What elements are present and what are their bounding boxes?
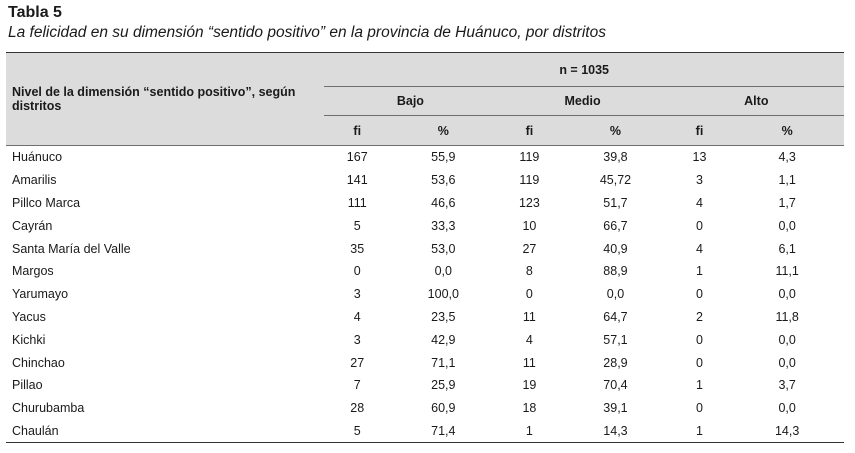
cell-alto-pct: 11,8 bbox=[775, 309, 799, 324]
cell-alto-pct: 1,7 bbox=[778, 195, 796, 210]
cell-bajo-pct: 100,0 bbox=[427, 287, 459, 302]
sample-size-label: n = 1035 bbox=[324, 53, 844, 87]
table-row bbox=[6, 374, 844, 397]
district-name: Pillao bbox=[12, 378, 43, 393]
cell-medio-pct: 57,1 bbox=[603, 332, 628, 347]
cell-medio-fi: 1 bbox=[496, 420, 562, 443]
cell-alto-fi: 0 bbox=[696, 355, 703, 370]
cell-alto-fi: 1 bbox=[696, 264, 703, 279]
cell-medio-fi: 19 bbox=[522, 378, 537, 393]
cell-bajo-fi: 141 bbox=[346, 173, 368, 188]
sub-pct-bajo: % bbox=[390, 116, 496, 146]
cell-alto-pct: 0,0 bbox=[778, 332, 796, 347]
table-row bbox=[6, 192, 844, 215]
cell-bajo-fi: 35 bbox=[350, 241, 365, 256]
table-row bbox=[6, 420, 844, 443]
district-name: Santa María del Valle bbox=[12, 241, 131, 256]
table-row bbox=[6, 306, 844, 329]
cell-bajo-pct: 53,6 bbox=[431, 173, 456, 188]
group-medio: Medio bbox=[496, 87, 668, 116]
cell-medio-fi: 11 bbox=[522, 309, 536, 324]
cell-alto-pct: 1,1 bbox=[778, 173, 796, 188]
cell-bajo-fi: 28 bbox=[350, 401, 365, 416]
cell-alto-pct: 0,0 bbox=[778, 287, 796, 302]
cell-alto-pct: 4,3 bbox=[778, 150, 796, 165]
cell-medio-fi: 119 bbox=[519, 173, 540, 188]
cell-alto-pct: 0,0 bbox=[778, 355, 796, 370]
table-row bbox=[6, 214, 844, 237]
cell-alto-fi: 4 bbox=[696, 195, 703, 210]
cell-alto-fi: 0 bbox=[696, 287, 703, 302]
cell-medio-fi: 119 bbox=[519, 150, 540, 165]
cell-medio-pct: 28,9 bbox=[603, 355, 628, 370]
cell-medio-pct: 40,9 bbox=[603, 241, 628, 256]
cell-alto-pct: 11,1 bbox=[775, 264, 799, 279]
group-bajo: Bajo bbox=[324, 87, 496, 116]
cell-bajo-pct: 33,3 bbox=[431, 218, 456, 233]
cell-bajo-fi: 7 bbox=[353, 378, 361, 393]
district-name: Kichki bbox=[12, 332, 46, 347]
cell-bajo-pct: 42,9 bbox=[431, 332, 456, 347]
district-name: Huánuco bbox=[12, 150, 63, 165]
district-name: Margos bbox=[12, 264, 54, 279]
cell-bajo-pct: 0,0 bbox=[434, 264, 452, 279]
cell-bajo-fi: 5 bbox=[324, 420, 390, 443]
cell-bajo-fi: 27 bbox=[350, 355, 365, 370]
cell-alto-pct: 0,0 bbox=[778, 401, 796, 416]
table-body bbox=[6, 146, 844, 443]
cell-bajo-fi: 167 bbox=[346, 150, 368, 165]
cell-alto-fi: 3 bbox=[696, 173, 703, 188]
cell-bajo-pct: 53,0 bbox=[431, 241, 456, 256]
cell-medio-pct: 88,9 bbox=[603, 264, 628, 279]
table-row bbox=[6, 283, 844, 306]
header-row-n bbox=[6, 53, 844, 87]
table-row bbox=[6, 351, 844, 374]
cell-medio-fi: 8 bbox=[525, 264, 533, 279]
cell-bajo-pct: 55,9 bbox=[431, 150, 456, 165]
cell-bajo-pct: 23,5 bbox=[431, 309, 456, 324]
sub-fi-bajo: fi bbox=[324, 116, 390, 146]
district-name: Chaulán bbox=[6, 420, 324, 443]
table-row bbox=[6, 260, 844, 283]
cell-bajo-fi: 3 bbox=[353, 332, 361, 347]
group-alto: Alto bbox=[669, 87, 844, 116]
cell-medio-pct: 14,3 bbox=[562, 420, 668, 443]
table-subtitle: La felicidad en su dimensión “sentido positivo” en la provincia de Huánuco, por distritos bbox=[8, 24, 606, 41]
cell-alto-pct: 0,0 bbox=[778, 218, 796, 233]
cell-medio-pct: 70,4 bbox=[603, 378, 628, 393]
table-row bbox=[6, 169, 844, 192]
cell-medio-pct: 45,72 bbox=[599, 173, 632, 188]
cell-medio-fi: 4 bbox=[525, 332, 533, 347]
cell-alto-fi: 0 bbox=[696, 218, 703, 233]
cell-bajo-pct: 71,1 bbox=[431, 355, 456, 370]
district-name: Yarumayo bbox=[12, 287, 69, 302]
table-row bbox=[6, 237, 844, 260]
cell-alto-fi: 0 bbox=[696, 332, 703, 347]
cell-bajo-pct: 60,9 bbox=[431, 401, 456, 416]
cell-medio-fi: 10 bbox=[522, 218, 537, 233]
district-name: Cayrán bbox=[12, 218, 53, 233]
cell-alto-fi: 0 bbox=[696, 401, 703, 416]
cell-bajo-fi: 4 bbox=[353, 309, 361, 324]
cell-bajo-pct: 71,4 bbox=[390, 420, 496, 443]
cell-alto-fi: 2 bbox=[696, 309, 703, 324]
cell-alto-fi: 1 bbox=[696, 378, 703, 393]
cell-medio-fi: 11 bbox=[522, 355, 536, 370]
sub-fi-medio: fi bbox=[496, 116, 562, 146]
row-header-label: Nivel de la dimensión “sentido positivo”, según distritos bbox=[6, 53, 324, 146]
cell-bajo-pct: 25,9 bbox=[431, 378, 456, 393]
table-row bbox=[6, 328, 844, 351]
cell-medio-pct: 0,0 bbox=[606, 287, 625, 302]
cell-alto-fi: 4 bbox=[696, 241, 703, 256]
table-title: Tabla 5 bbox=[8, 4, 62, 21]
cell-medio-pct: 39,1 bbox=[603, 401, 628, 416]
cell-bajo-fi: 5 bbox=[353, 218, 361, 233]
table-row bbox=[6, 397, 844, 420]
district-name: Amarilis bbox=[12, 173, 57, 188]
sub-pct-alto: % bbox=[730, 116, 844, 146]
cell-bajo-fi: 0 bbox=[353, 264, 361, 279]
sub-pct-medio: % bbox=[562, 116, 668, 146]
cell-alto-fi: 1 bbox=[669, 420, 731, 443]
cell-medio-fi: 27 bbox=[522, 241, 537, 256]
district-name: Chinchao bbox=[12, 355, 65, 370]
cell-alto-fi: 13 bbox=[692, 150, 707, 165]
data-table bbox=[6, 52, 844, 443]
cell-medio-pct: 64,7 bbox=[603, 309, 628, 324]
cell-alto-pct: 6,1 bbox=[778, 241, 796, 256]
cell-medio-pct: 39,8 bbox=[603, 150, 628, 165]
cell-bajo-fi: 111 bbox=[347, 195, 367, 210]
district-name: Yacus bbox=[12, 309, 46, 324]
cell-alto-pct: 14,3 bbox=[730, 420, 844, 443]
cell-medio-fi: 18 bbox=[522, 401, 537, 416]
cell-medio-pct: 66,7 bbox=[603, 218, 628, 233]
district-name: Churubamba bbox=[12, 401, 85, 416]
cell-bajo-fi: 3 bbox=[353, 287, 361, 302]
cell-medio-fi: 123 bbox=[518, 195, 540, 210]
cell-alto-pct: 3,7 bbox=[778, 378, 796, 393]
district-name: Pillco Marca bbox=[12, 195, 81, 210]
cell-medio-pct: 51,7 bbox=[603, 195, 628, 210]
cell-bajo-pct: 46,6 bbox=[431, 195, 456, 210]
cell-medio-fi: 0 bbox=[525, 287, 533, 302]
table-row bbox=[6, 146, 844, 169]
sub-fi-alto: fi bbox=[669, 116, 731, 146]
